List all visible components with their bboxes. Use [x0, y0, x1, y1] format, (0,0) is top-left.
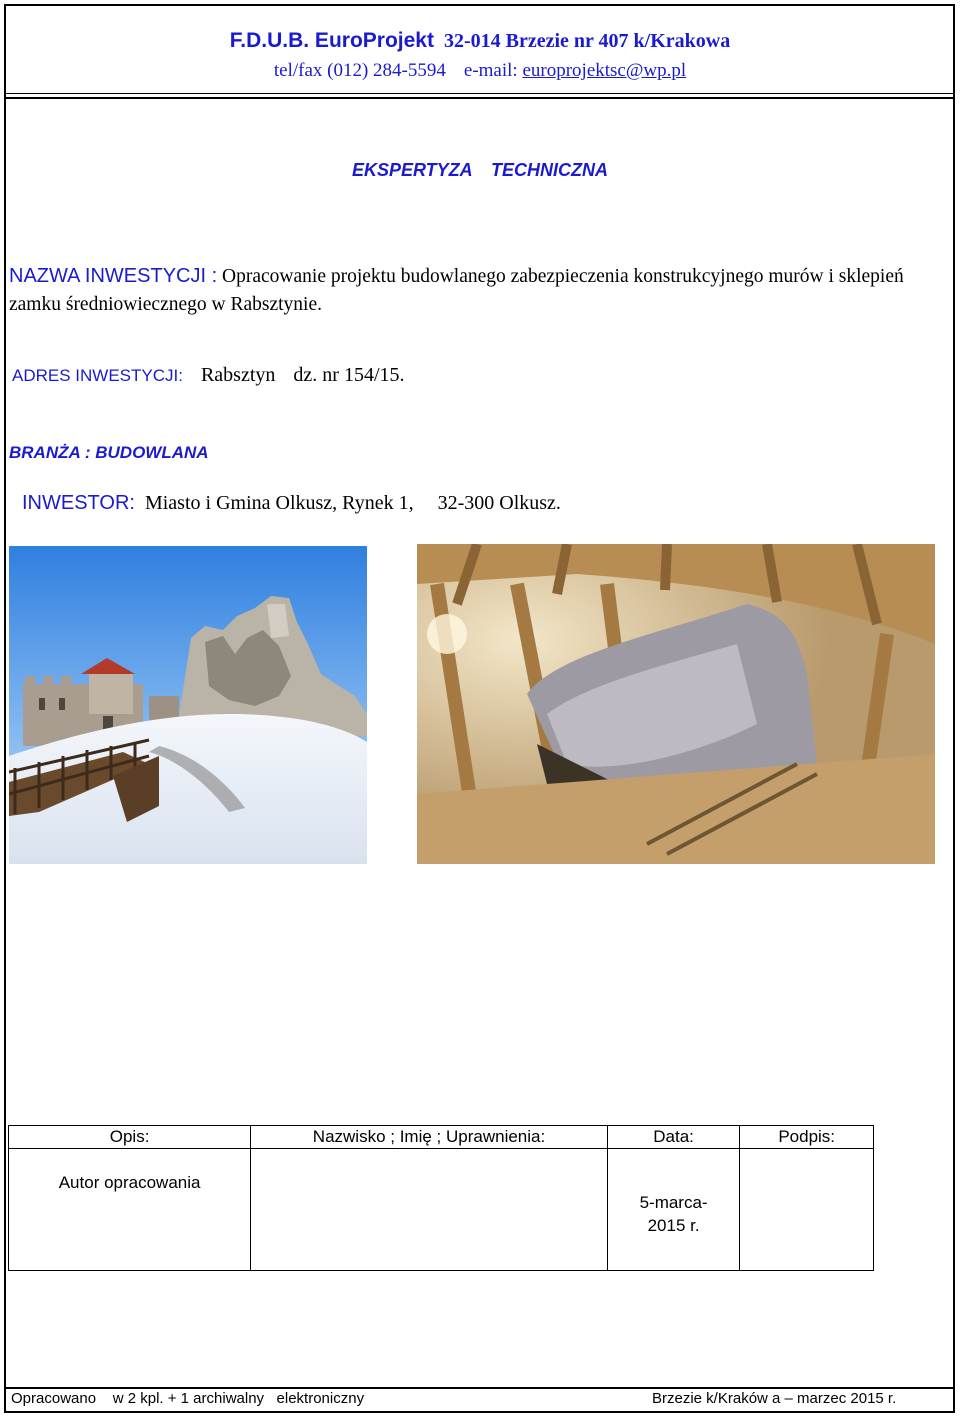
- date-cell: [607, 1149, 740, 1271]
- email-prefix: e-mail:: [463, 60, 518, 81]
- investment-address-value: Rabsztyn: [200, 364, 276, 386]
- investor-label: INWESTOR:: [22, 492, 135, 514]
- signature-table: [8, 1125, 874, 1271]
- investor-value: Miasto i Gmina Olkusz, Rynek 1,: [144, 492, 414, 514]
- investment-address-label: ADRES INWESTYCJI:: [12, 366, 183, 385]
- investor-block: [22, 492, 561, 515]
- name-cell: [251, 1149, 608, 1271]
- investment-name-block: [9, 262, 939, 319]
- table-row: [9, 1149, 874, 1271]
- letterhead-line-2: [0, 60, 960, 82]
- email-link[interactable]: europrojektsc@wp.pl: [522, 60, 687, 81]
- investor-postal: 32-300 Olkusz.: [437, 492, 561, 514]
- investment-address-block: [12, 364, 405, 387]
- investment-name-label: NAZWA INWESTYCJI :: [9, 265, 218, 287]
- footer-copies-note: Opracowano w 2 kpl. + 1 archiwalny elektroniczny: [11, 1390, 365, 1407]
- date-value: 5-marca- 2015 r.: [639, 1193, 708, 1235]
- signature-table-header: [9, 1126, 874, 1149]
- castle-winter-photo: [9, 546, 367, 864]
- header-divider-thick: [4, 97, 955, 99]
- header-signature: Podpis:: [740, 1126, 874, 1149]
- author-cell: [9, 1149, 251, 1271]
- branch-label: BRANŻA : BUDOWLANA: [9, 443, 209, 462]
- signature-cell: [740, 1149, 874, 1271]
- company-name: F.D.U.B. EuroProjekt: [229, 29, 434, 52]
- footer-place-date: Brzezie k/Kraków a – marzec 2015 r.: [652, 1390, 897, 1407]
- company-address: 32-014 Brzezie nr 407 k/Krakowa: [443, 30, 731, 52]
- header-date: Data:: [607, 1126, 740, 1149]
- letterhead-line-1: [0, 28, 960, 53]
- investment-name-value: Opracowanie projektu budowlanego zabezpieczenia konstrukcyjnego murów i sklepień zamku średniowiecznego w Rabsztynie.: [9, 266, 904, 315]
- author-label: Autor opracowania: [58, 1173, 201, 1192]
- header-divider: [4, 93, 955, 94]
- footer-divider: [4, 1387, 955, 1389]
- castle-interior-photo: [417, 544, 935, 864]
- header-name: Nazwisko ; Imię ; Uprawnienia:: [251, 1126, 608, 1149]
- document-title: EKSPERTYZA TECHNICZNA: [351, 160, 608, 180]
- investment-plot-number: dz. nr 154/15.: [293, 364, 405, 386]
- company-phone: tel/fax (012) 284-5594: [273, 60, 446, 81]
- header-description: Opis:: [9, 1126, 251, 1149]
